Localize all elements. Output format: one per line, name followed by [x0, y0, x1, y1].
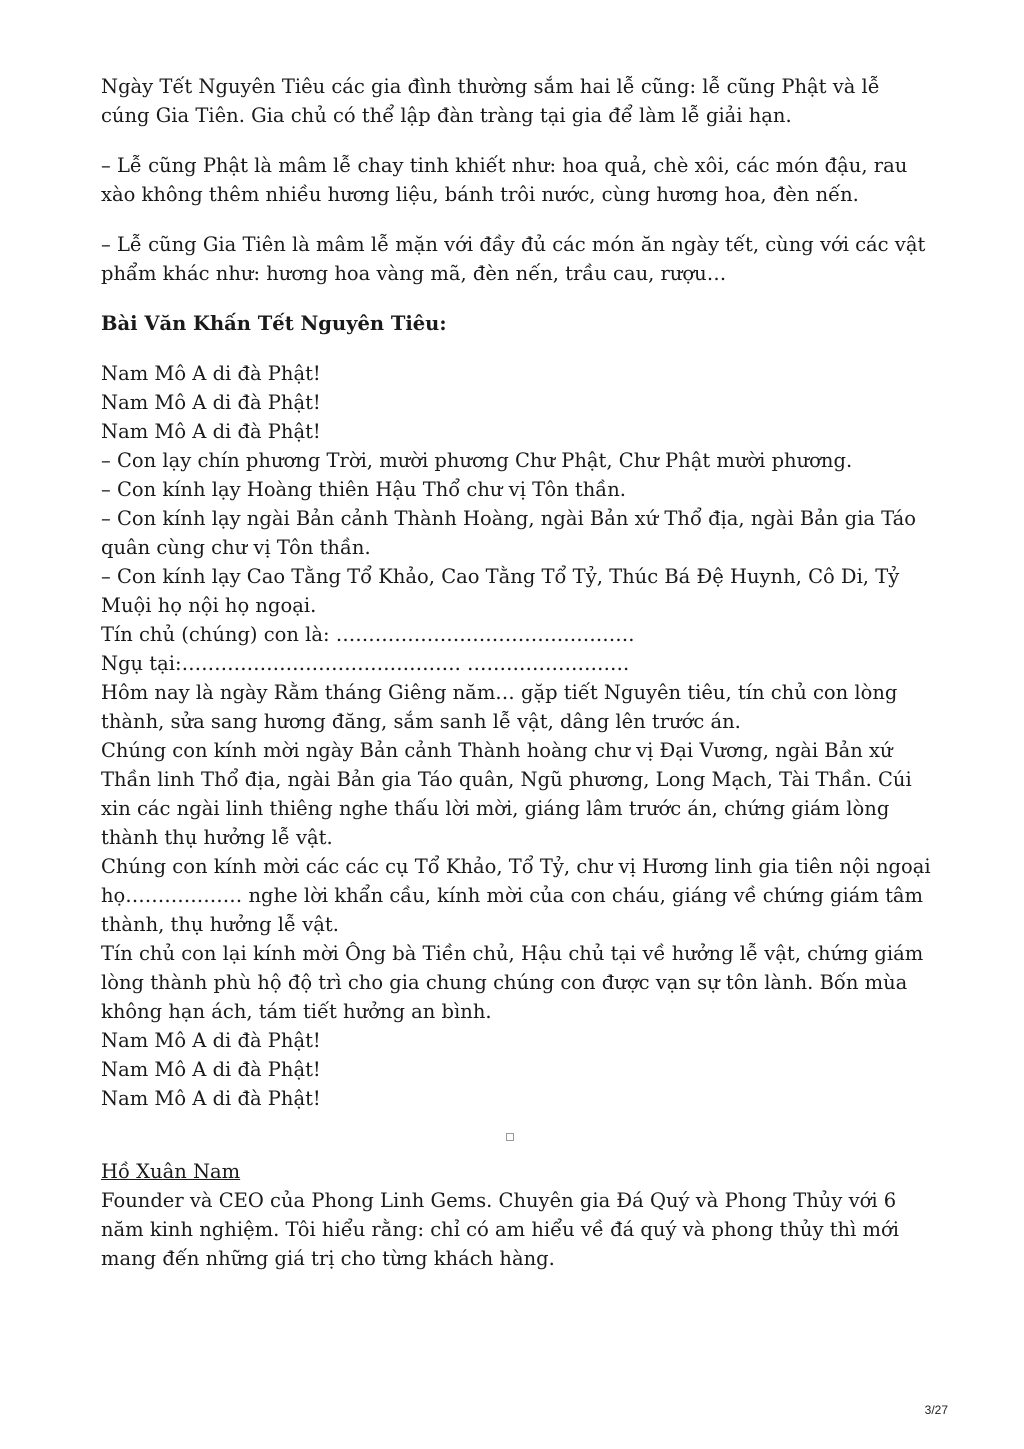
- prayer-line: Chúng con kính mời ngày Bản cảnh Thành hoàng chư vị Đại Vương, ngài Bản xứ Thần linh Thổ địa, ngài Bản gia Táo quân, Ngũ phương, Long Mạch, Tài Thần. Cúi xin các ngài linh thiêng nghe thấu lời mời, giáng lâm trước án, chứng giám lòng thành thụ hưởng lễ vật.: [101, 739, 912, 849]
- prayer-line: Nam Mô A di đà Phật!: [101, 1058, 321, 1081]
- prayer-line: Nam Mô A di đà Phật!: [101, 1029, 321, 1052]
- prayer-text: [101, 359, 931, 1113]
- prayer-line: Ngụ tại:……………………………………. …………………….: [101, 652, 630, 675]
- author-name-link[interactable]: Hồ Xuân Nam: [101, 1160, 241, 1183]
- prayer-line: – Con kính lạy ngài Bản cảnh Thành Hoàng, ngài Bản xứ Thổ địa, ngài Bản gia Táo quân cùng chư vị Tôn thần.: [101, 507, 917, 559]
- image-placeholder-icon: [506, 1133, 514, 1141]
- prayer-line: Nam Mô A di đà Phật!: [101, 362, 321, 385]
- intro-paragraph-2: – Lễ cũng Phật là mâm lễ chay tinh khiết như: hoa quả, chè xôi, các món đậu, rau xào không thêm nhiều hương liệu, bánh trôi nước, cùng hương hoa, đèn nến.: [101, 154, 908, 206]
- prayer-line: Tín chủ (chúng) con là: ……………………………………….: [101, 623, 635, 646]
- prayer-line: – Con kính lạy Cao Tằng Tổ Khảo, Cao Tằng Tổ Tỷ, Thúc Bá Đệ Huynh, Cô Di, Tỷ Muội họ nội họ ngoại.: [101, 565, 900, 617]
- prayer-line: Nam Mô A di đà Phật!: [101, 420, 321, 443]
- author-box: [101, 1157, 931, 1273]
- prayer-line: Nam Mô A di đà Phật!: [101, 1087, 321, 1110]
- page-number: 3/27: [924, 1403, 948, 1417]
- section-heading: Bài Văn Khấn Tết Nguyên Tiêu:: [101, 312, 447, 335]
- prayer-line: – Con kính lạy Hoàng thiên Hậu Thổ chư vị Tôn thần.: [101, 478, 626, 501]
- prayer-line: Nam Mô A di đà Phật!: [101, 391, 321, 414]
- prayer-line: Hôm nay là ngày Rằm tháng Giêng năm… gặp tiết Nguyên tiêu, tín chủ con lòng thành, sửa sang hương đăng, sắm sanh lễ vật, dâng lên trước án.: [101, 681, 898, 733]
- prayer-line: Tín chủ con lại kính mời Ông bà Tiền chủ, Hậu chủ tại về hưởng lễ vật, chứng giám lòng thành phù hộ độ trì cho gia chung chúng con được vạn sự tôn lành. Bốn mùa không hạn ách, tám tiết hưởng an bình.: [101, 942, 924, 1023]
- document-body: [101, 72, 931, 1273]
- intro-paragraph-1: Ngày Tết Nguyên Tiêu các gia đình thường sắm hai lễ cũng: lễ cũng Phật và lễ cúng Gia Tiên. Gia chủ có thể lập đàn tràng tại gia để làm lễ giải hạn.: [101, 75, 880, 127]
- prayer-line: – Con lạy chín phương Trời, mười phương Chư Phật, Chư Phật mười phương.: [101, 449, 853, 472]
- author-bio: Founder và CEO của Phong Linh Gems. Chuyên gia Đá Quý và Phong Thủy với 6 năm kinh nghiệm. Tôi hiểu rằng: chỉ có am hiểu về đá quý và phong thủy thì mới mang đến những giá trị cho từng khách hàng.: [101, 1189, 899, 1270]
- intro-paragraph-3: – Lễ cũng Gia Tiên là mâm lễ mặn với đầy đủ các món ăn ngày tết, cùng với các vật phẩm khác như: hương hoa vàng mã, đèn nến, trầu cau, rượu…: [101, 233, 926, 285]
- prayer-line: Chúng con kính mời các các cụ Tổ Khảo, Tổ Tỷ, chư vị Hương linh gia tiên nội ngoại họ……………… nghe lời khẩn cầu, kính mời của con cháu, giáng về chứng giám tâm thành, thụ hưởng lễ vật.: [101, 855, 931, 936]
